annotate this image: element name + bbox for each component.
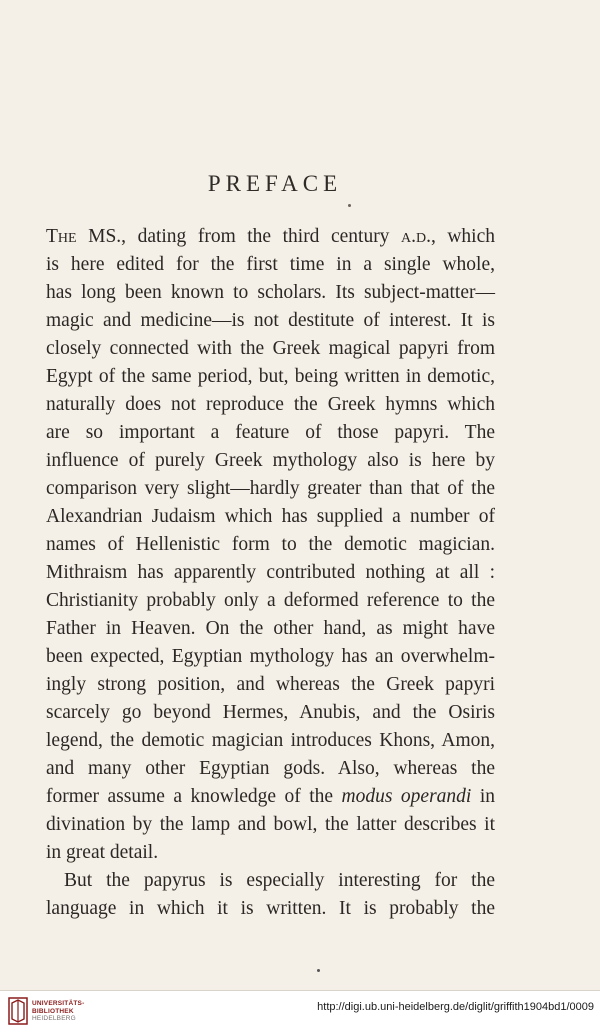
university-library-logo-icon[interactable] bbox=[8, 997, 28, 1025]
page-title: PREFACE bbox=[207, 171, 343, 196]
source-url-link[interactable]: http://digi.ub.uni-heidelberg.de/diglit/griffith1904bd1/0009 bbox=[317, 1001, 594, 1013]
text-line: and many other Egyptian gods. Also, whereas the bbox=[46, 758, 495, 779]
text-line: is here edited for the first time in a single whole, bbox=[46, 254, 495, 275]
text-line: Father in Heaven. On the other hand, as might have bbox=[46, 618, 495, 639]
text-line: closely connected with the Greek magical papyri from bbox=[46, 338, 495, 359]
text-line: language in which it is written. It is probably the bbox=[46, 898, 495, 919]
text-line: The MS., dating from the third century a.d., which bbox=[46, 226, 496, 247]
era-abbreviation: a.d. bbox=[400, 226, 431, 247]
viewer-footer bbox=[0, 990, 600, 1033]
text-line: in great detail. bbox=[46, 842, 159, 863]
text-line: magic and medicine—is not destitute of interest. It is bbox=[46, 310, 495, 331]
text-line: But the papyrus is especially interesting for the bbox=[64, 870, 495, 891]
text-line: been expected, Egyptian mythology has an overwhelm- bbox=[46, 646, 495, 667]
italic-phrase: modus operandi bbox=[341, 786, 472, 807]
text-line: Christianity probably only a deformed reference to the bbox=[46, 590, 495, 611]
text-line: naturally does not reproduce the Greek hymns which bbox=[46, 394, 495, 415]
text-line: ingly strong position, and whereas the Greek papyri bbox=[46, 674, 495, 695]
text-line: Egypt of the same period, but, being written in demotic, bbox=[46, 366, 495, 387]
text-line: legend, the demotic magician introduces Khons, Amon, bbox=[46, 730, 495, 751]
text-line: names of Hellenistic form to the demotic magician. bbox=[46, 534, 495, 555]
page-mark-dot bbox=[317, 969, 320, 972]
text-line: comparison very slight—hardly greater than that of the bbox=[46, 478, 495, 499]
text-line: former assume a knowledge of the modus operandi in bbox=[46, 786, 495, 807]
library-name[interactable]: UNIVERSITÄTS- BIBLIOTHEK HEIDELBERG bbox=[32, 1000, 85, 1022]
text-line: influence of purely Greek mythology also is here by bbox=[46, 450, 495, 471]
text-line: divination by the lamp and bowl, the latter describes it bbox=[46, 814, 495, 835]
text-line: are so important a feature of those papyri. The bbox=[46, 422, 495, 443]
text-line: scarcely go beyond Hermes, Anubis, and the Osiris bbox=[46, 702, 495, 723]
opening-word: The bbox=[46, 226, 77, 247]
text-line: Alexandrian Judaism which has supplied a number of bbox=[46, 506, 495, 527]
text-line: Mithraism has apparently contributed nothing at all : bbox=[46, 562, 495, 583]
title-ornament-dot bbox=[348, 204, 351, 207]
text-line: has long been known to scholars. Its subject-matter— bbox=[46, 282, 495, 303]
